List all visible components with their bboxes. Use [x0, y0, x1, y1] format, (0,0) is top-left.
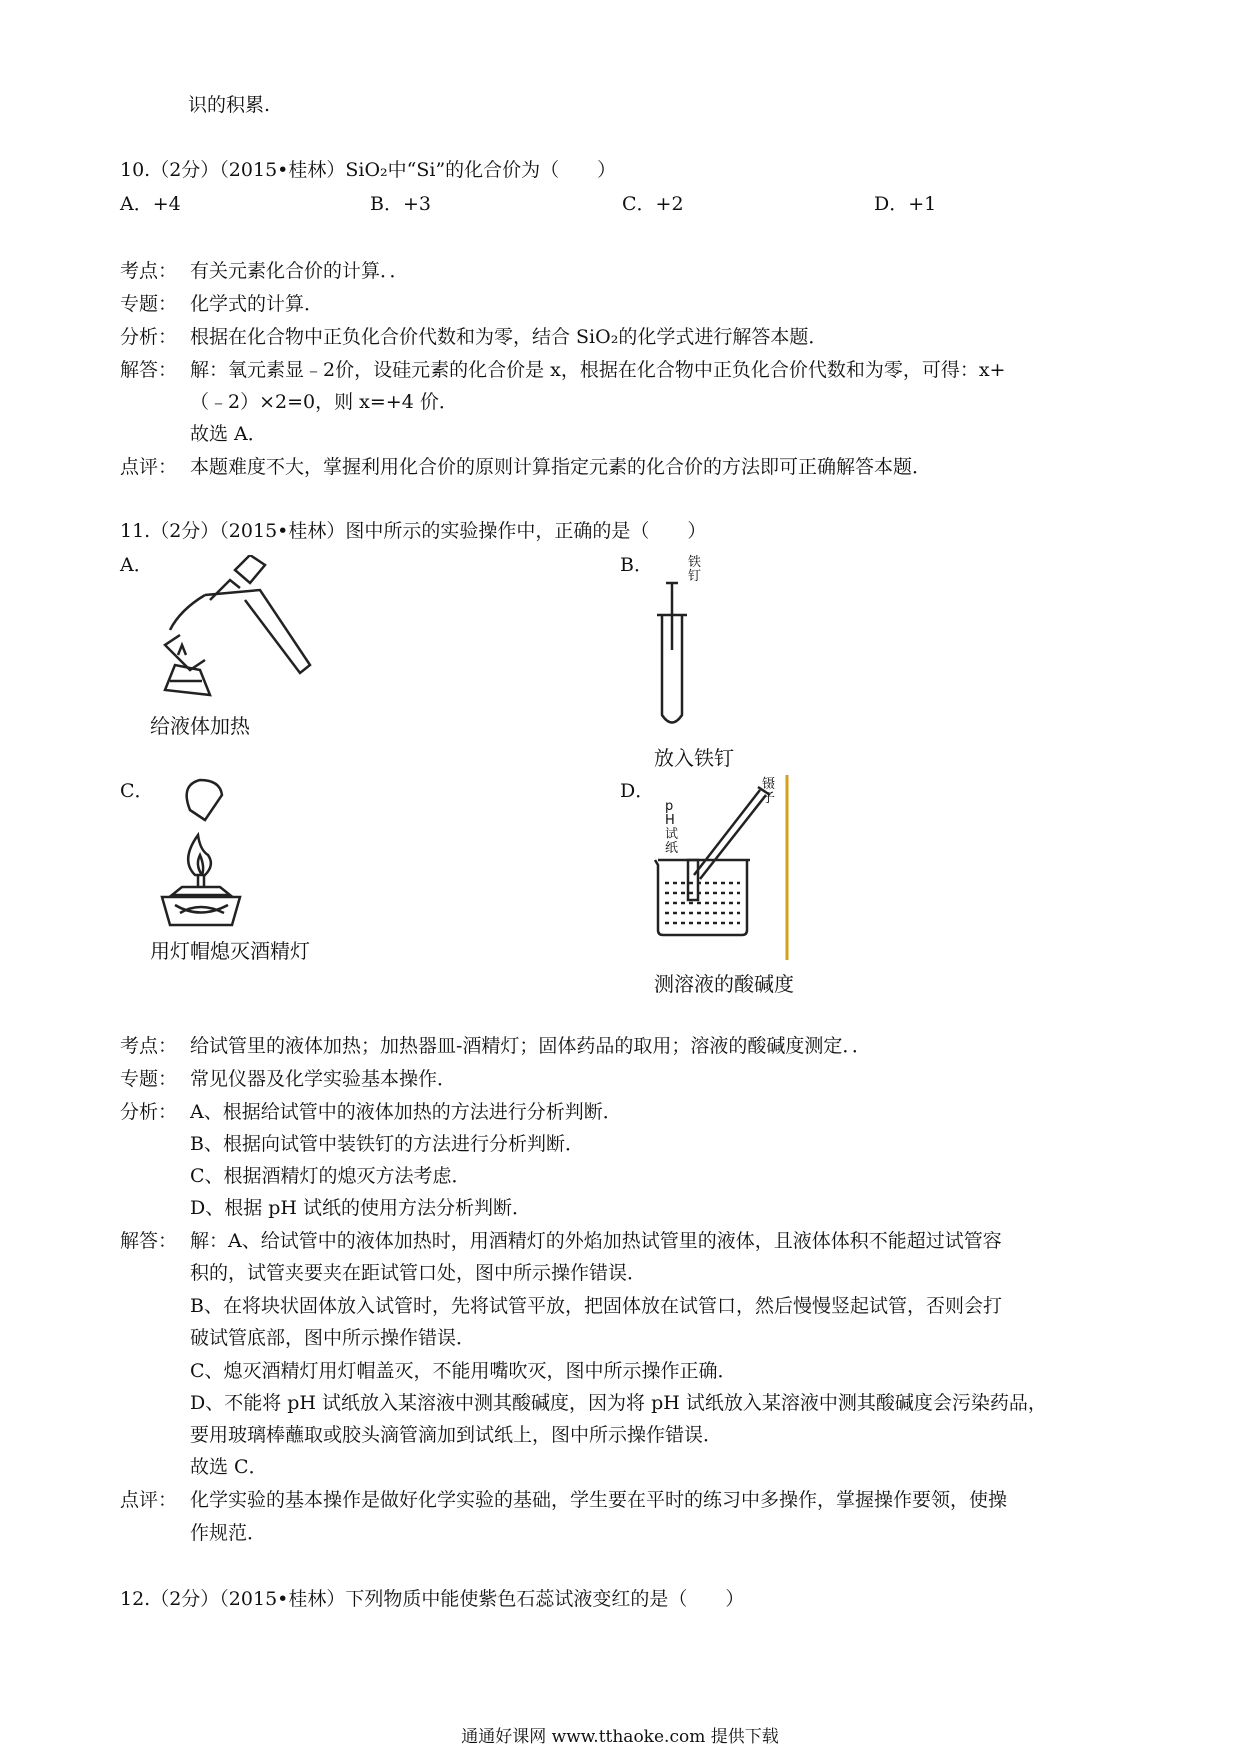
- q11-dianping-label: 点评：: [120, 1489, 178, 1511]
- q10-jieda-line-2: （﹣2）×2=0，则 x=+4 价．: [190, 391, 458, 413]
- q11-caption-c: 用灯帽熄灭酒精灯: [150, 939, 310, 963]
- heating-liquid-illustration: [150, 555, 320, 715]
- q11-fenxi-line-4: D、根据 pH 试纸的使用方法分析判断．: [190, 1197, 532, 1219]
- q10-jieda-label: 解答：: [120, 359, 178, 381]
- q10-zhuanti-label: 专题：: [120, 293, 178, 315]
- q10-stem: 10.（2分）（2015•桂林）SiO₂中“Si”的化合价为（ ）: [120, 159, 617, 181]
- q11-tag-iron-nail: 铁钉: [688, 555, 702, 584]
- q11-option-d-letter: D．: [620, 780, 655, 802]
- q11-jieda-line-8: 故选 C．: [190, 1456, 268, 1478]
- q10-jieda-line-3: 故选 A．: [190, 423, 267, 445]
- q10-option-b: B．+3: [370, 193, 431, 215]
- q11-jieda-line-2: 积的，试管夹要夹在距试管口处，图中所示操作错误．: [190, 1262, 647, 1284]
- q11-fenxi-line-2: B、根据向试管中装铁钉的方法进行分析判断．: [190, 1133, 584, 1155]
- q11-jieda-line-6: D、不能将 pH 试纸放入某溶液中测其酸碱度，因为将 pH 试纸放入某溶液中测其酸碱度会污染药品，: [190, 1392, 1047, 1414]
- q10-option-c: C．+2: [622, 193, 684, 215]
- q11-zhuanti-label: 专题：: [120, 1068, 178, 1090]
- q11-tag-tweezers: 镊子: [762, 777, 776, 806]
- q11-jieda-line-7: 要用玻璃棒蘸取或胶头滴管滴加到试纸上，图中所示操作错误．: [190, 1424, 723, 1446]
- q10-fenxi-label: 分析：: [120, 326, 178, 348]
- q11-kaodian-label: 考点：: [120, 1035, 178, 1057]
- q11-jieda-line-5: C、熄灭酒精灯用灯帽盖灭，不能用嘴吹灭，图中所示操作正确．: [190, 1360, 737, 1382]
- q11-dianping-line-1: 化学实验的基本操作是做好化学实验的基础，学生要在平时的练习中多操作，掌握操作要领，使操: [190, 1489, 1008, 1511]
- q10-kaodian-label: 考点：: [120, 260, 178, 282]
- top-fragment: 识的积累.: [188, 94, 271, 116]
- q10-jieda-line-1: 解：氧元素显﹣2价，设硅元素的化合价是 x，根据在化合物中正负化合价代数和为零，可得：x+: [190, 359, 1006, 381]
- q11-zhuanti: 常见仪器及化学实验基本操作．: [190, 1068, 457, 1090]
- q11-option-a-letter: A．: [120, 554, 153, 576]
- q11-jieda-line-4: 破试管底部，图中所示操作错误．: [190, 1327, 476, 1349]
- q11-fenxi-line-3: C、根据酒精灯的熄灭方法考虑．: [190, 1165, 471, 1187]
- q11-caption-b: 放入铁钉: [654, 746, 734, 770]
- q10-option-d: D．+1: [874, 193, 937, 215]
- q11-jieda-label: 解答：: [120, 1230, 178, 1252]
- q11-jieda-line-1: 解：A、给试管中的液体加热时，用酒精灯的外焰加热试管里的液体，且液体体积不能超过试管容: [190, 1230, 1002, 1252]
- q11-dianping-line-2: 作规范．: [190, 1522, 267, 1544]
- q11-option-b-letter: B．: [620, 554, 653, 576]
- q10-zhuanti: 化学式的计算．: [190, 293, 324, 315]
- q10-fenxi: 根据在化合物中正负化合价代数和为零，结合 SiO₂的化学式进行解答本题．: [190, 326, 828, 348]
- q10-option-a: A．+4: [120, 193, 181, 215]
- q10-dianping-label: 点评：: [120, 456, 178, 478]
- alcohol-lamp-cap-illustration: [150, 775, 270, 945]
- q10-dianping: 本题难度不大，掌握利用化合价的原则计算指定元素的化合价的方法即可正确解答本题．: [190, 456, 932, 478]
- q11-kaodian: 给试管里的液体加热；加热器皿-酒精灯；固体药品的取用；溶液的酸碱度测定．．: [190, 1035, 871, 1057]
- q11-option-c-letter: C．: [120, 780, 154, 802]
- q11-tag-ph-paper: pH试纸: [665, 799, 679, 856]
- q12-stem: 12.（2分）（2015•桂林）下列物质中能使紫色石蕊试液变红的是（ ）: [120, 1588, 745, 1610]
- q11-stem: 11.（2分）（2015•桂林）图中所示的实验操作中，正确的是（ ）: [120, 520, 707, 542]
- q11-fenxi-label: 分析：: [120, 1101, 178, 1123]
- q10-kaodian: 有关元素化合价的计算．．: [190, 260, 409, 282]
- page-footer: 通通好课网 www.tthaoke.com 提供下载: [461, 1727, 779, 1747]
- q11-caption-d: 测溶液的酸碱度: [654, 972, 794, 996]
- q11-fenxi-line-1: A、根据给试管中的液体加热的方法进行分析判断．: [190, 1101, 622, 1123]
- q11-caption-a: 给液体加热: [150, 714, 250, 738]
- q11-jieda-line-3: B、在将块状固体放入试管时，先将试管平放，把固体放在试管口，然后慢慢竖起试管，否则会打: [190, 1295, 1002, 1317]
